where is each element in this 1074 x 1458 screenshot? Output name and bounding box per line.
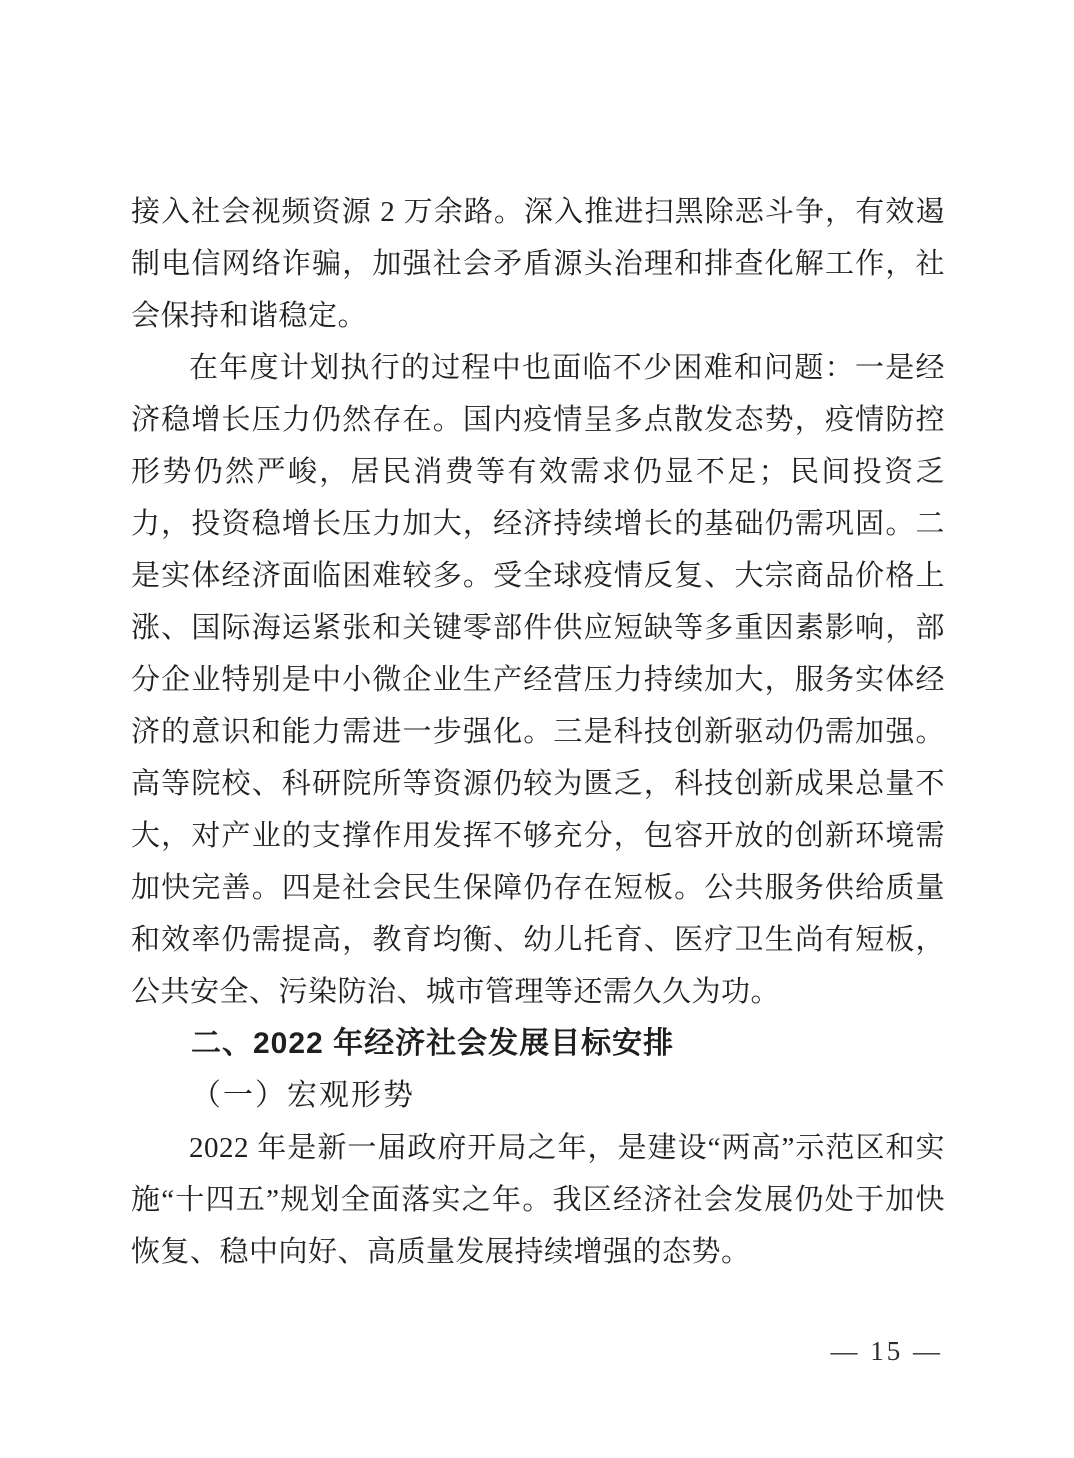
body-paragraph-difficulties: 在年度计划执行的过程中也面临不少困难和问题：一是经济稳增长压力仍然存在。国内疫情呈多点散发态势，疫情防控形势仍然严峻，居民消费等有效需求仍显不足；民间投资乏力，投资稳增长压力加大，经济持续增长的基础仍需巩固。二是实体经济面临困难较多。受全球疫情反复、大宗商品价格上涨、国际海运紧张和关键零部件供应短缺等多重因素影响，部分企业特别是中小微企业生产经营压力持续加大，服务实体经济的意识和能力需进一步强化。三是科技创新驱动仍需加强。高等院校、科研院所等资源仍较为匮乏，科技创新成果总量不大，对产业的支撑作用发挥不够充分，包容开放的创新环境需加快完善。四是社会民生保障仍存在短板。公共服务供给质量和效率仍需提高，教育均衡、幼儿托育、医疗卫生尚有短板，公共安全、污染防治、城市管理等还需久久为功。 <box>131 352 945 1008</box>
subsection-heading: （一）宏观形势 <box>191 1079 415 1112</box>
body-paragraph-continuation: 接入社会视频资源 2 万余路。深入推进扫黑除恶斗争，有效遏制电信网络诈骗，加强社会矛盾源头治理和排查化解工作，社会保持和谐稳定。 <box>131 196 945 332</box>
section-heading: 二、2022 年经济社会发展目标安排 <box>191 1027 675 1060</box>
page-number: — 15 — <box>830 1336 943 1366</box>
document-body <box>131 186 945 1278</box>
body-paragraph-macro-situation: 2022 年是新一届政府开局之年，是建设“两高”示范区和实施“十四五”规划全面落实之年。我区经济社会发展仍处于加快恢复、稳中向好、高质量发展持续增强的态势。 <box>131 1132 945 1268</box>
